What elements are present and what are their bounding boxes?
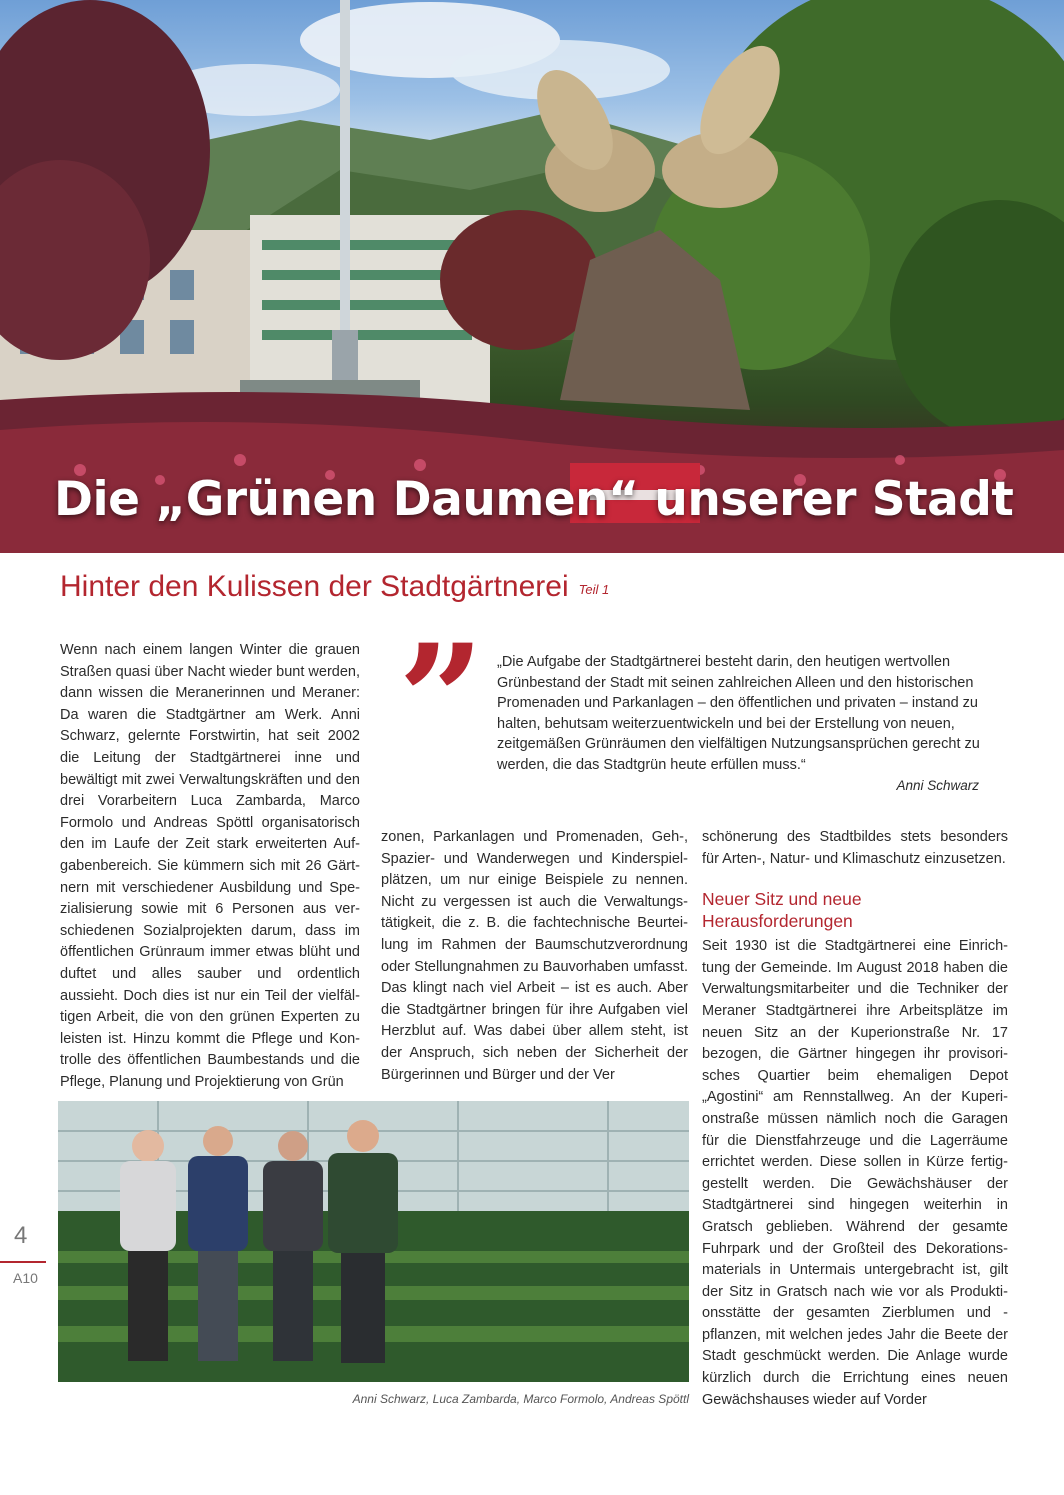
page-code: A10 xyxy=(13,1270,38,1286)
page-number: 4 xyxy=(14,1222,28,1249)
text-column-2: zonen, Parkanlagen und Promenaden, Geh-, Spazier- und Wanderwegen und Kinderspielplätzen, um nur einige Beispiele zu nennen. Nicht zu vergessen ist auch die Verwaltungstätigkeit, die z. B. die fachtechnische Beurteilung im Rahmen der Baumschutzverordnung oder Stellungnahmen zu Bauvorhaben umfasst. Das klingt nach viel Arbeit – ist es auch. Aber die Stadtgärtner bringen für ihre Aufgaben viel Herzblut auf. Was dabei über allem steht, ist der Anspruch, sich neben der Sicherheit der Bürgerinnen und Bürger und der Ver xyxy=(381,829,688,1083)
article-title: Die „Grünen Daumen“ unserer Stadt xyxy=(54,472,1014,527)
page-number-rule xyxy=(0,1261,46,1263)
quote-author: Anni Schwarz xyxy=(896,778,979,793)
column-3-intro: schönerung des Stadtbildes stets besonders für Arten-, Natur- und Klimaschutz einzusetzen. xyxy=(702,829,1008,867)
park-scene-illustration xyxy=(0,0,1064,553)
photo-caption: Anni Schwarz, Luca Zambarda, Marco Formolo, Andreas Spöttl xyxy=(352,1392,689,1406)
quote-mark-icon: ” xyxy=(398,612,485,788)
text-column-3 xyxy=(702,827,1008,1411)
subtitle-part: Teil 1 xyxy=(578,582,610,597)
hero-image xyxy=(0,0,1064,553)
pull-quote: „Die Aufgabe der Stadtgärtnerei besteht darin, den heutigen wertvollen Grünbestand der Stadt mit seinen zahlreichen Alleen und den historischen Promenaden und Parkanlagen – den öffentlichen und privaten – instand zu halten, behutsam weiterzuentwickeln und bei der Erstellung von neuen, zeitgemäßen Grünräumen den vielfältigen Nutzungsansprüchen gerecht zu werden, die das Stadtgrün heute erfüllen muss.“ xyxy=(497,654,980,773)
section-heading: Neuer Sitz und neue Herausforderungen xyxy=(702,889,862,932)
subtitle-text: Hinter den Kulissen der Stadtgärtnerei xyxy=(60,570,569,603)
article-subtitle xyxy=(60,570,609,604)
greenhouse-team-illustration xyxy=(58,1101,689,1382)
text-column-1: Wenn nach einem langen Winter die grauen Straßen quasi über Nacht wieder bunt werden, dann wissen die Meranerinnen und Meraner: Da waren die Stadtgärtner am Werk. Anni Schwarz, gelernte Forstwirtin, hat seit 2002 die Leitung der Stadtgärtnerei inne und bewältigt mit zwei Verwaltungskräften und den drei Vorarbeitern Luca Zambarda, Marco Formolo und Andreas Spöttl organisatorisch den im Laufe der Zeit stark erweiterten Aufgabenbereich. Sie kümmern sich mit 26 Gärtnern mit verschiedener Ausbildung und Spezialisierung sowie mit 6 Personen aus verschiedenen Sozialprojekten darum, dass im öffentlichen Grünraum immer etwas blüht und duftet und alles sauber und ordentlich aussieht. Doch dies ist nur ein Teil der vielfältigen Arbeit, die von den grünen Experten zu leisten ist. Hinzu kommt die Pflege und Kontrolle des öffentlichen Baumbestands und die Pflege, Planung und Projektierung von Grün xyxy=(60,642,360,1090)
team-photo xyxy=(58,1101,689,1382)
column-3-body: Seit 1930 ist die Stadtgärtnerei eine Einrichtung der Gemeinde. Im August 2018 haben die Verwaltungsmitarbeiter und die Techniker der Meraner Stadtgärtnerei ihre Arbeitsplätze im neuen Sitz an der Kuperionstraße Nr. 17 bezogen, die Gärtner hingegen ihr provisorisches Quartier beim ehemaligen Depot „Agostini“ am Rennstallweg. An der Kuperionstraße müssen nämlich noch die Garagen für die Dienstfahrzeuge und die Lagerräume errichtet werden. Diese sollen in Kürze fertiggestellt werden. Die Gewächshäuser der Stadtgärtnerei sind hingegen weiterhin in Gratsch geblieben. Während der gesamte Fuhrpark und der Großteil des Dekorationsmaterials in Untermais untergebracht ist, gilt der Sitz in Gratsch nach wie vor als Produktionsstätte der gesamten Zierblumen und -pflanzen, mit welchen jedes Jahr die Beete der Stadt geschmückt werden. Die Anlage wurde kürzlich durch die Errichtung eines neuen Gewächshauses wieder auf Vorder xyxy=(702,938,1008,1408)
